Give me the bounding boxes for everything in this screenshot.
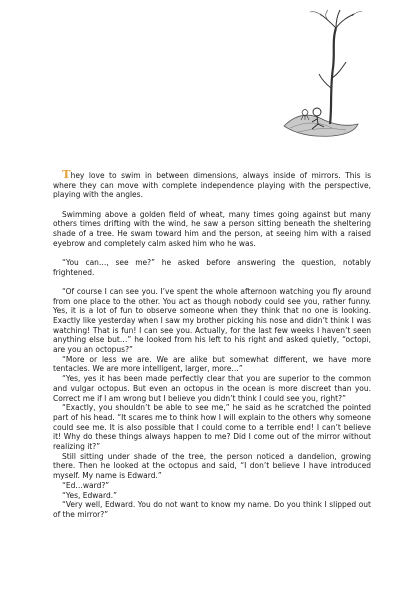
paragraph-11: “Very well, Edward. You do not want to know my name. Do you think I slipped out of the mirror?” [53,500,371,519]
paragraph-7: “Exactly, you shouldn’t be able to see me,” he said as he scratched the pointed part of his head. “It scares me to think how I will explain to the others why someone could see me. It is also possible that I could come to a terrible end! I can’t believe it! Why do these things always happen to me? Did I come out of the mirror without realizing it?” [53,403,371,452]
paragraph-10: “Yes, Edward.” [62,490,117,500]
drop-cap: T [62,167,71,181]
paragraph-6: “Yes, yes it has been made perfectly clear that you are superior to the common and vulgar octopus. But even an octopus in the ocean is more discreet than you. Correct me if I am wrong but I believe you didn’t think I could see you, right?” [53,374,371,403]
story-text [53,167,371,520]
paragraph-9: “Ed…ward?” [62,480,110,490]
paragraph-3: “You can…, see me?” he asked before answering the question, notably frightened. [53,257,371,277]
paragraph-text: hey love to swim in between dimensions, always inside of mirrors. This is where they can move with complete independence playing with the perspective, playing with the angles. [53,171,371,200]
paragraph-2: Swimming above a golden field of wheat, many times going against but many others times drifting with the wind, he saw a person sitting beneath the sheltering shade of a tree. He swam toward him and the person, at seeing him with a raised eyebrow and completely calm asked him who he was. [53,209,371,248]
paragraph-4: “Of course I can see you. I’ve spent the whole afternoon watching you fly around from one place to the other. You act as though nobody could see you, rather funny. Yes, it is a lot of fun to observe someone when they think that no one is looking. Exactly like yesterday when I saw my brother picking his nose and didn’t think I was watching! That is fun! I can see you. Actually, for the last few weeks I haven’t seen anything else but…” he looked from his left to his right and asked quietly, “octopi, are you an octopus?” [53,286,371,355]
paragraph-5: “More or less we are. We are alike but somewhat different, we have more tentacles. We are more intelligent, larger, more…” [53,354,371,374]
paragraph-8: Still sitting under shade of the tree, the person noticed a dandelion, growing there. Then he looked at the octopus and said, “I don’t believe I have introduced myself. My name is Edward.” [53,451,371,481]
paragraph-1 [53,167,371,200]
tree-illustration [272,8,364,140]
